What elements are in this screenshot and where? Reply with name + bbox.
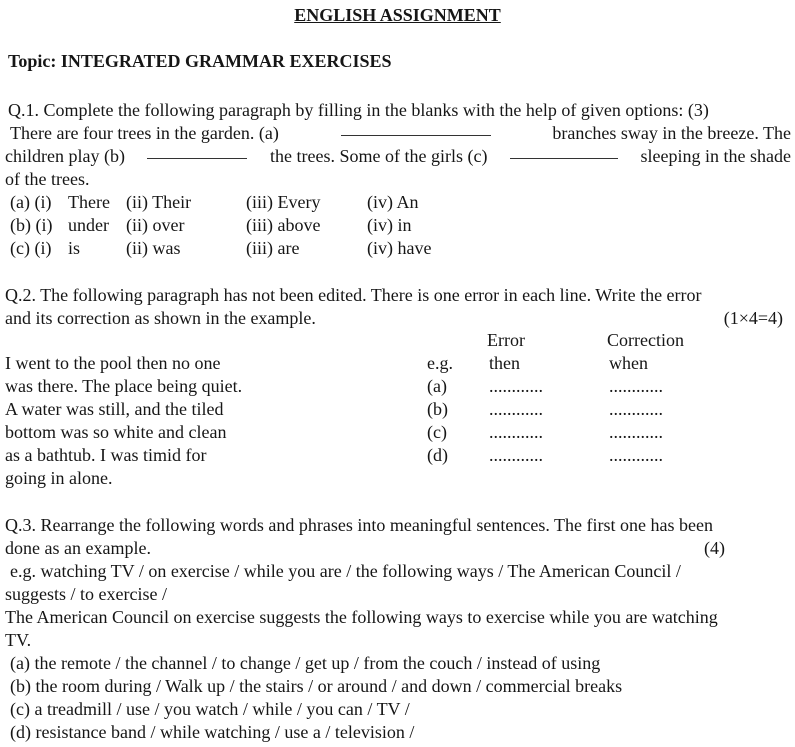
q2-correction-header: Correction (607, 330, 684, 350)
q2-question-line-2: and its correction as shown in the example. (5, 308, 316, 328)
q1-blank-b[interactable] (147, 145, 247, 159)
q3-answer-line-1: The American Council on exercise suggests the following ways to exercise while you are watching (5, 607, 718, 627)
q1-blank-c[interactable] (510, 145, 618, 159)
topic-heading: Topic: INTEGRATED GRAMMAR EXERCISES (8, 51, 392, 71)
q1-option-a-ii: (ii) Their (126, 192, 192, 212)
q1-line1-text-a: There are four trees in the garden. (a) (10, 123, 279, 143)
q2-row-error[interactable]: ............ (489, 422, 543, 442)
q1-option-b-ii: (ii) over (126, 215, 185, 235)
q2-passage-line: going in alone. (5, 468, 113, 488)
q1-option-b-iii: (iii) above (246, 215, 321, 235)
q2-passage-line: as a bathtub. I was timid for (5, 445, 207, 465)
q2-row-error[interactable]: ............ (489, 376, 543, 396)
q1-option-c-i: is (68, 238, 81, 258)
q1-line-3: of the trees. (5, 169, 90, 189)
q2-row-label: (d) (427, 445, 448, 465)
q3-item: (b) the room during / Walk up / the stairs / or around / and down / commercial breaks (10, 676, 623, 696)
q1-line2-text-a: children play (b) (5, 146, 125, 166)
q2-row-correction[interactable]: ............ (609, 422, 663, 442)
q1-option-b-label: (b) (i) (10, 215, 53, 235)
q1-line-1 (10, 122, 791, 145)
q2-row-label: (b) (427, 399, 448, 419)
q2-row-label: (c) (427, 422, 447, 442)
q3-item: (c) a treadmill / use / you watch / while / you can / TV / (10, 699, 410, 719)
q2-row-correction: when (609, 353, 648, 373)
q1-option-a-iv: (iv) An (367, 192, 419, 212)
q1-marks: (3) (687, 100, 709, 120)
q2-row-correction[interactable]: ............ (609, 445, 663, 465)
q2-passage-line: bottom was so white and clean (5, 422, 227, 442)
q2-row-label: (a) (427, 376, 447, 396)
q1-line2-text-b: the trees. Some of the girls (c) (270, 146, 488, 166)
q1-line1-text-b: branches sway in the breeze. The (552, 123, 791, 143)
q1-question-text: Q.1. Complete the following paragraph by filling in the blanks with the help of given options: (8, 100, 684, 120)
page-title: ENGLISH ASSIGNMENT (294, 5, 501, 25)
q1-line2-text-c: sleeping in the shade (640, 146, 791, 166)
q2-row-label: e.g. (427, 353, 453, 373)
q1-option-c-iv: (iv) have (367, 238, 432, 258)
q2-row-error[interactable]: ............ (489, 445, 543, 465)
q2-marks: (1×4=4) (723, 308, 783, 328)
q1-option-a-iii: (iii) Every (246, 192, 321, 212)
q3-example-line-1: e.g. watching TV / on exercise / while you are / the following ways / The American Council / (10, 561, 681, 581)
q3-example-line-2: suggests / to exercise / (5, 584, 167, 604)
q3-marks: (4) (704, 538, 725, 558)
q2-passage-line: I went to the pool then no one (5, 353, 221, 373)
q2-question-line-1: Q.2. The following paragraph has not been edited. There is one error in each line. Write the error (5, 285, 702, 305)
q2-row-correction[interactable]: ............ (609, 399, 663, 419)
q2-row-correction[interactable]: ............ (609, 376, 663, 396)
q1-option-b-iv: (iv) in (367, 215, 412, 235)
q1-option-b-i: under (68, 215, 109, 235)
q2-row-error[interactable]: ............ (489, 399, 543, 419)
q2-row-error: then (489, 353, 520, 373)
q1-option-a-label: (a) (i) (10, 192, 52, 212)
q3-answer-line-2: TV. (5, 630, 32, 650)
q2-passage-line: was there. The place being quiet. (5, 376, 243, 396)
q3-question-line-2: done as an example. (5, 538, 151, 558)
q1-line-2 (5, 145, 791, 168)
q3-item: (a) the remote / the channel / to change / get up / from the couch / instead of using (10, 653, 601, 673)
q1-question (8, 99, 709, 122)
q1-blank-a[interactable] (341, 122, 491, 136)
q3-question-line-1: Q.3. Rearrange the following words and phrases into meaningful sentences. The first one has been (5, 515, 713, 535)
q1-option-c-ii: (ii) was (126, 238, 181, 258)
q1-option-c-label: (c) (i) (10, 238, 52, 258)
q1-option-c-iii: (iii) are (246, 238, 300, 258)
q2-error-header: Error (487, 330, 525, 350)
q1-option-a-i: There (68, 192, 110, 212)
q3-item: (d) resistance band / while watching / use a / television / (10, 722, 415, 742)
q2-passage-line: A water was still, and the tiled (5, 399, 224, 419)
